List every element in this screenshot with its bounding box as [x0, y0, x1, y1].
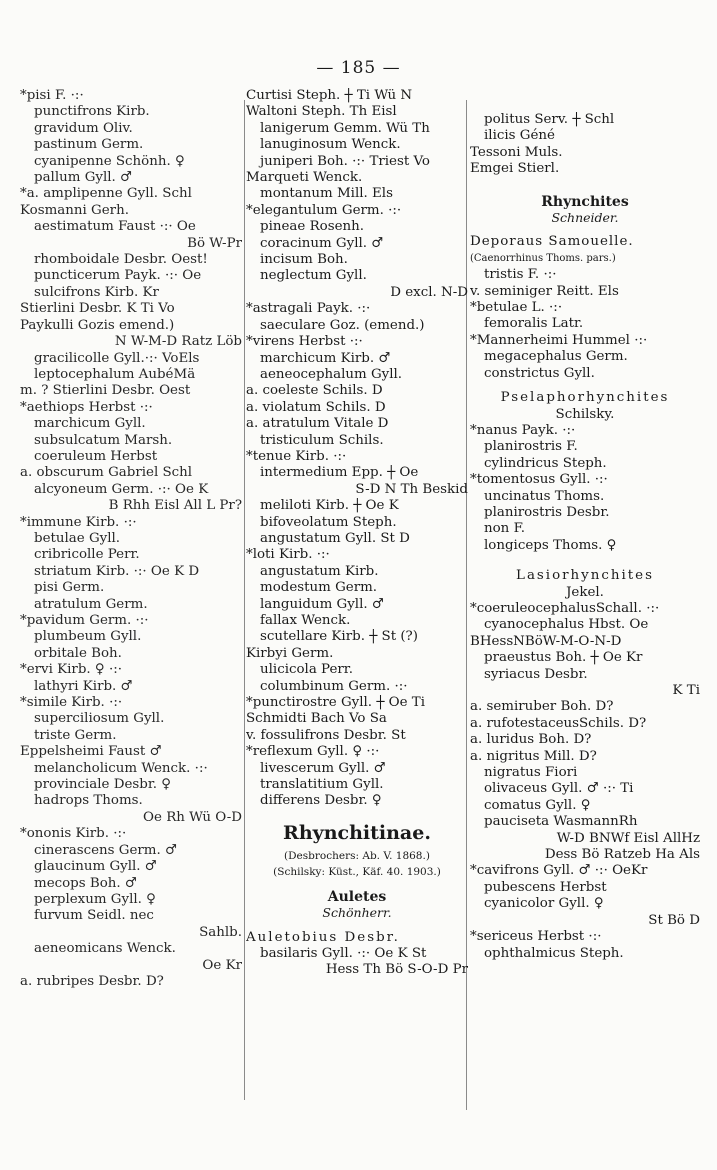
entry-line: Curtisi Steph. ┼ Ti Wü N [246, 88, 413, 103]
entry-line: sulcifrons Kirb. Kr [34, 284, 159, 300]
entry-line: Tessoni Muls. [470, 144, 563, 160]
entry-line: a. rubripes Desbr. D? [20, 973, 164, 989]
entry-line: Eppelsheimi Faust ♂ [20, 744, 162, 760]
entry-line: gracilicolle Gyll.·:· VoEls [34, 350, 200, 366]
entry-line: a. obscurum Gabriel Schl [20, 465, 193, 481]
column-3 [470, 112, 700, 962]
entry-line: planirostris F. [484, 439, 578, 455]
entry-line: *ervi Kirb. ♀ ·:· [20, 662, 122, 678]
entry-line: *betulae L. ·:· [470, 300, 563, 316]
column-1 [20, 88, 242, 990]
entry-line: *immune Kirb. ·:· [20, 514, 137, 530]
page-number: — 185 — [316, 58, 401, 78]
genus-title: Rhynchites [541, 193, 629, 210]
entry-line: pastinum Germ. [34, 137, 144, 153]
entry-line: politus Serv. ┼ Schl [484, 112, 615, 127]
entry-line: a. nigritus Mill. D? [470, 748, 597, 764]
entry-line: K Ti [672, 683, 700, 698]
entry-line: atratulum Germ. [34, 596, 148, 612]
entry-line: *loti Kirb. ·:· [246, 547, 330, 563]
entry-line: bifoveolatum Steph. [260, 514, 397, 530]
entry-line: fallax Wenck. [260, 613, 351, 628]
entry-line: neglectum Gyll. [260, 268, 367, 284]
entry-line: incisum Boh. [260, 252, 348, 268]
entry-line: triste Germ. [34, 727, 117, 743]
entry-line: v. fossulifrons Desbr. St [246, 727, 406, 743]
entry-line: meliloti Kirb. ┼ Oe K [260, 498, 399, 514]
reference-line: (Schilsky: Küst., Käf. 40. 1903.) [273, 866, 441, 879]
entry-line: montanum Mill. Els [260, 186, 393, 202]
entry-line: differens Desbr. ♀ [260, 793, 382, 809]
entry-line: *virens Herbst ·:· [246, 334, 363, 350]
entry-line: pisi Germ. [34, 580, 105, 596]
entry-line: pauciseta WasmannRh [484, 814, 638, 830]
entry-line: a. violatum Schils. D [246, 399, 386, 415]
entry-line: *tomentosus Gyll. ·:· [470, 472, 608, 488]
entry-line: cyanipenne Schönh. ♀ [34, 153, 185, 169]
entry-line: planirostris Desbr. [484, 504, 610, 520]
entry-line: columbinum Germ. ·:· [260, 678, 408, 694]
entry-line: *tenue Kirb. ·:· [246, 448, 347, 464]
entry-line: saeculare Goz. (emend.) [260, 317, 425, 333]
entry-line: *coeruleocephalusSchall. ·:· [470, 600, 660, 616]
entry-line: aeneocephalum Gyll. [260, 366, 403, 382]
entry-line: comatus Gyll. ♀ [484, 797, 591, 813]
entry-line: S-D N Th Beskid [355, 481, 468, 497]
entry-line: a. atratulum Vitale D [246, 416, 389, 432]
entry-line: marchicum Kirb. ♂ [260, 350, 391, 366]
entry-line: marchicum Gyll. [34, 416, 146, 432]
entry-line: Emgei Stierl. [470, 161, 560, 177]
entry-line: betulae Gyll. [34, 530, 121, 546]
entry-line: Oe Rh Wü O-D [143, 809, 242, 825]
entry-line: nigratus Fiori [484, 765, 578, 781]
entry-line: *nanus Payk. ·:· [470, 422, 576, 438]
entry-line: *aethiops Herbst ·:· [20, 399, 153, 415]
entry-line: *cavifrons Gyll. ♂ ·:· OeKr [470, 863, 648, 879]
genus-heading: Pselaphorhynchites [500, 390, 670, 406]
entry-line: BHessNBöW-M-O-N-D [470, 633, 622, 649]
entry-line: *Mannerheimi Hummel ·:· [470, 332, 648, 348]
entry-line: constrictus Gyll. [484, 365, 595, 381]
entry-line: megacephalus Germ. [484, 349, 628, 365]
entry-line: rhomboidale Desbr. Oest! [34, 252, 208, 268]
genus-author: Jekel. [566, 584, 604, 600]
entry-line: *sericeus Herbst ·:· [470, 929, 602, 945]
entry-line: aestimatum Faust ·:· Oe [34, 219, 196, 235]
entry-line: coracinum Gyll. ♂ [260, 235, 384, 251]
entry-line: olivaceus Gyll. ♂ ·:· Ti [484, 781, 634, 797]
subsection-author: Schönherr. [322, 905, 392, 921]
entry-line: *a. amplipenne Gyll. Schl [20, 186, 192, 202]
entry-line: Waltoni Steph. Th Eisl [246, 104, 397, 120]
entry-line: livescerum Gyll. ♂ [260, 760, 386, 776]
entry-line: angustatum Gyll. St D [260, 530, 410, 546]
genus-heading: Deporaus Samouelle. [470, 234, 634, 250]
entry-line: lanigerum Gemm. Wü Th [260, 120, 430, 136]
entry-line: uncinatus Thoms. [484, 488, 605, 504]
entry-line: basilaris Gyll. ·:· Oe K St [260, 945, 427, 961]
entry-line: Sahlb. [199, 924, 242, 940]
entry-line: *pavidum Germ. ·:· [20, 613, 149, 628]
entry-line: Marqueti Wenck. [246, 170, 363, 186]
entry-line: a. rufotestaceusSchils. D? [470, 715, 647, 731]
subsection-title: Auletes [327, 888, 387, 905]
genus-author: Schneider. [551, 210, 619, 226]
entry-line: *ononis Kirb. ·:· [20, 826, 127, 842]
entry-line: Bö W-Pr [187, 235, 242, 251]
entry-line: ophthalmicus Steph. [484, 945, 624, 961]
entry-line: D excl. N-D [390, 284, 468, 300]
entry-line: a. coeleste Schils. D [246, 383, 383, 399]
entry-line: *pisi F. ·:· [20, 88, 84, 103]
entry-line: cribricolle Perr. [34, 547, 140, 563]
entry-line: cylindricus Steph. [484, 455, 607, 471]
entry-line: v. seminiger Reitt. Els [470, 283, 619, 299]
entry-line: m. ? Stierlini Desbr. Oest [20, 383, 191, 399]
section-title: Rhynchitinae. [283, 821, 431, 844]
entry-line: coeruleum Herbst [34, 448, 158, 464]
entry-line: perplexum Gyll. ♀ [34, 891, 156, 907]
entry-line: languidum Gyll. ♂ [260, 596, 384, 612]
entry-line: pineae Rosenh. [260, 219, 365, 235]
entry-line: subsulcatum Marsh. [34, 432, 173, 448]
column-2 [246, 88, 468, 979]
entry-line: striatum Kirb. ·:· Oe K D [34, 563, 200, 579]
entry-line: Kosmanni Gerh. [20, 202, 129, 218]
entry-line: hadrops Thoms. [34, 793, 143, 809]
entry-line: Dess Bö Ratzeb Ha Als [544, 847, 700, 863]
genus-heading: Lasiorhynchites [516, 568, 654, 584]
entry-line: lanuginosum Wenck. [260, 137, 401, 153]
entry-line: aeneomicans Wenck. [34, 941, 176, 957]
entry-line: alcyoneum Germ. ·:· Oe K [34, 481, 209, 497]
entry-line: ulicicola Perr. [260, 662, 353, 678]
entry-line: *reflexum Gyll. ♀ ·:· [246, 744, 380, 760]
entry-line: lathyri Kirb. ♂ [34, 678, 133, 694]
entry-line: cyanicolor Gyll. ♀ [484, 896, 604, 912]
entry-line: tristiculum Schils. [260, 432, 384, 448]
entry-line: Kirbyi Germ. [246, 645, 334, 661]
genus-author: Schilsky. [555, 406, 615, 422]
entry-line: cyanocephalus Hbst. Oe [484, 617, 649, 633]
entry-line: translatitium Gyll. [260, 777, 384, 793]
entry-line: angustatum Kirb. [260, 563, 379, 579]
entry-line: Stierlini Desbr. K Ti Vo [20, 301, 175, 317]
entry-line: syriacus Desbr. [484, 666, 588, 682]
entry-line: intermedium Epp. ┼ Oe [260, 465, 419, 481]
entry-line: pubescens Herbst [484, 879, 607, 895]
entry-line: glaucinum Gyll. ♂ [34, 859, 157, 875]
entry-line: orbitale Boh. [34, 645, 122, 661]
entry-line: Schmidti Bach Vo Sa [246, 711, 387, 727]
entry-line: W-D BNWf Eisl AllHz [556, 830, 700, 846]
reference-line: (Desbrochers: Ab. V. 1868.) [284, 849, 430, 862]
entry-line: punctifrons Kirb. [34, 104, 150, 120]
entry-line: ilicis Géné [484, 128, 555, 144]
entry-line: femoralis Latr. [484, 316, 584, 332]
entry-line: a. luridus Boh. D? [470, 732, 592, 748]
entry-line: leptocephalum AubéMä [34, 366, 196, 382]
entry-line: furvum Seidl. nec [34, 908, 154, 924]
entry-line: modestum Germ. [260, 580, 378, 596]
entry-line: praeustus Boh. ┼ Oe Kr [484, 650, 643, 666]
entry-line: *elegantulum Germ. ·:· [246, 202, 402, 218]
entry-line: a. semiruber Boh. D? [470, 699, 614, 715]
entry-line: Oe Kr [202, 957, 242, 973]
entry-line: cinerascens Germ. ♂ [34, 842, 178, 858]
entry-line: melancholicum Wenck. ·:· [34, 760, 208, 776]
entry-line: non F. [484, 521, 526, 537]
column-divider [244, 100, 245, 1100]
entry-line: juniperi Boh. ·:· Triest Vo [260, 153, 430, 169]
entry-line: *astragali Payk. ·:· [246, 301, 371, 317]
entry-line: tristis F. ·:· [484, 267, 557, 283]
entry-line: Paykulli Gozis emend.) [20, 317, 175, 333]
entry-line: N W-M-D Ratz Löb [114, 334, 242, 350]
entry-line: pallum Gyll. ♂ [34, 170, 133, 186]
entry-line: puncticerum Payk. ·:· Oe [34, 268, 202, 284]
entry-line: longiceps Thoms. ♀ [484, 537, 617, 553]
genus-note: (Caenorrhinus Thoms. pars.) [470, 252, 616, 264]
entry-line: *simile Kirb. ·:· [20, 695, 123, 711]
entry-line: Hess Th Bö S-O-D Pr [325, 962, 468, 978]
entry-line: *punctirostre Gyll. ┼ Oe Ti [246, 695, 426, 711]
entry-line: scutellare Kirb. ┼ St (?) [260, 629, 418, 645]
entry-line: gravidum Oliv. [34, 120, 133, 136]
entry-line: plumbeum Gyll. [34, 629, 142, 645]
entry-line: provinciale Desbr. ♀ [34, 777, 172, 793]
entry-line: B Rhh Eisl All L Pr? [108, 498, 242, 514]
entry-line: superciliosum Gyll. [34, 711, 165, 727]
entry-line: St Bö D [648, 912, 700, 928]
entry-line: mecops Boh. ♂ [34, 875, 137, 891]
genus-heading: Auletobius Desbr. [246, 929, 400, 945]
